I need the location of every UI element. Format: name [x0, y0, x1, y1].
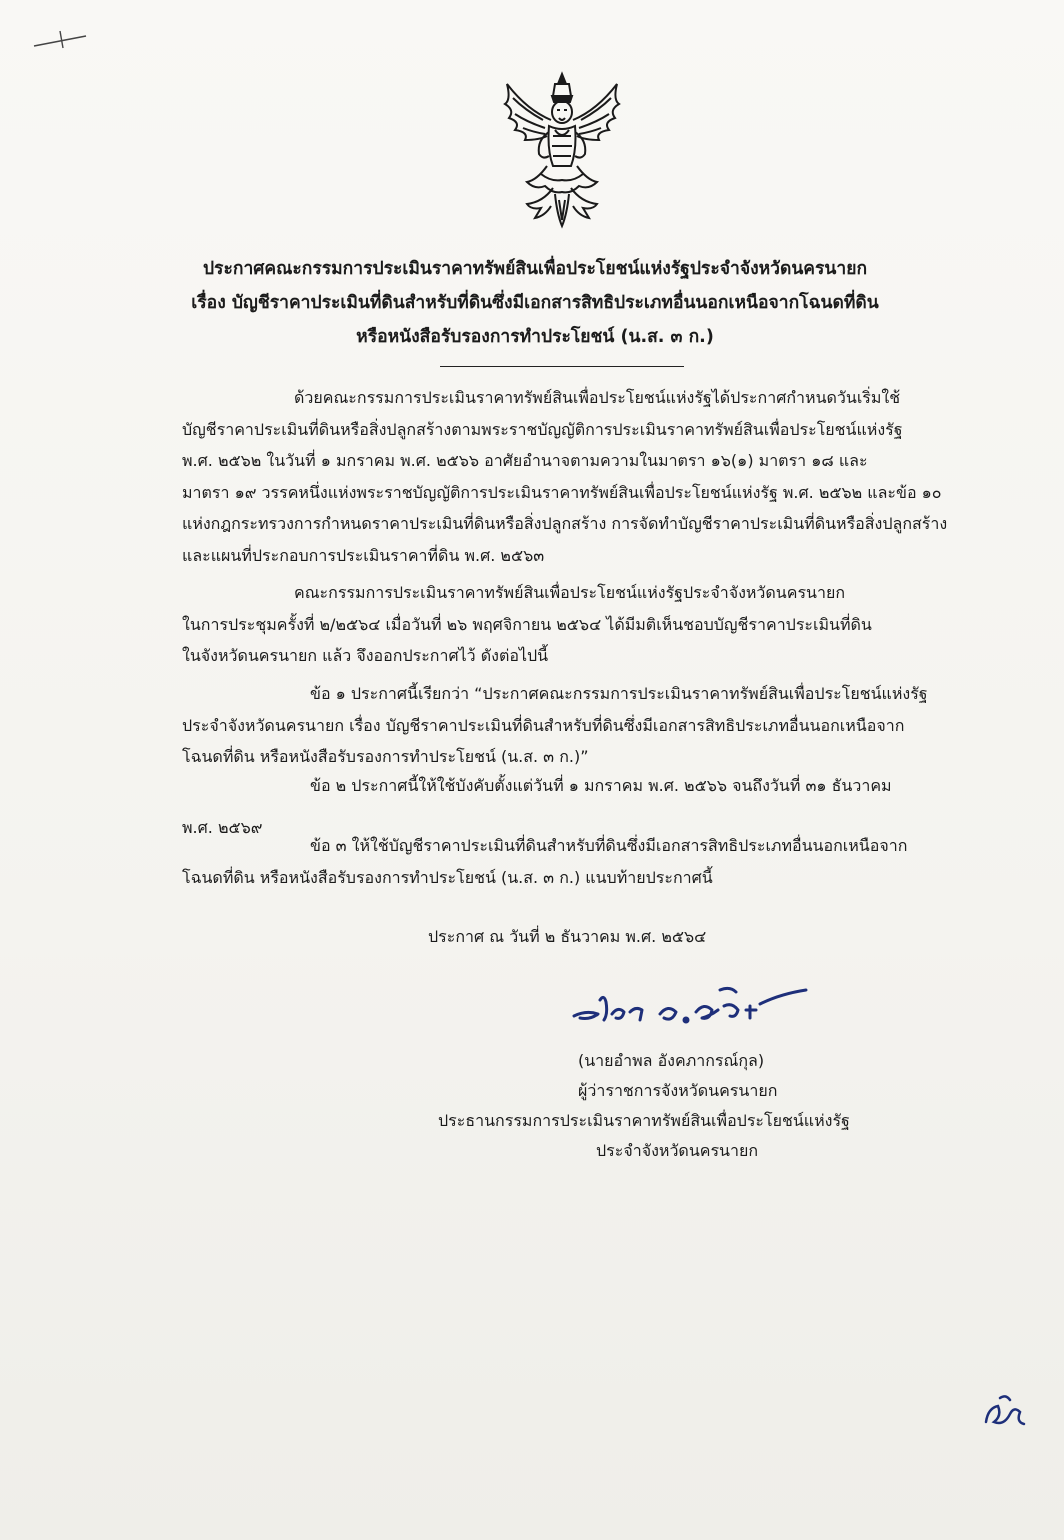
- signatory-position: ผู้ว่าราชการจังหวัดนครนายก: [578, 1081, 778, 1100]
- signatory-block: [420, 1046, 920, 1166]
- handwritten-signature: [560, 980, 820, 1044]
- paragraph-line: และแผนที่ประกอบการประเมินราคาที่ดิน พ.ศ. ๒๕๖๓: [182, 545, 545, 565]
- paragraph-line: ประจำจังหวัดนครนายก เรื่อง บัญชีราคาประเมินที่ดินสำหรับที่ดินซึ่งมีเอกสารสิทธิประเภทอื่นนอกเหนือจาก: [182, 715, 905, 735]
- handwritten-initial: [980, 1392, 1030, 1432]
- title-line-2: เรื่อง บัญชีราคาประเมินที่ดินสำหรับที่ดินซึ่งมีเอกสารสิทธิประเภทอื่นนอกเหนือจากโฉนดที่ดิน: [191, 293, 879, 313]
- paragraph-line: บัญชีราคาประเมินที่ดินหรือสิ่งปลูกสร้างตามพระราชบัญญัติการประเมินราคาทรัพย์สินเพื่อประโยชน์แห่งรัฐ: [182, 419, 903, 439]
- paragraph-line: ข้อ ๑ ประกาศนี้เรียกว่า “ประกาศคณะกรรมการประเมินราคาทรัพย์สินเพื่อประโยชน์แห่งรัฐ: [310, 684, 928, 703]
- paragraph-line: โฉนดที่ดิน หรือหนังสือรับรองการทำประโยชน์ (น.ส. ๓ ก.)”: [182, 747, 589, 766]
- garuda-emblem: [497, 70, 627, 230]
- pen-mark: [30, 28, 90, 52]
- paragraph-line: แห่งกฎกระทรวงการกำหนดราคาประเมินที่ดินหรือสิ่งปลูกสร้าง การจัดทำบัญชีราคาประเมินที่ดินหรือสิ่งปลูกสร้าง: [182, 514, 948, 533]
- paragraph-line: คณะกรรมการประเมินราคาทรัพย์สินเพื่อประโยชน์แห่งรัฐประจำจังหวัดนครนายก: [294, 583, 846, 602]
- paragraph-line: พ.ศ. ๒๕๖๒ ในวันที่ ๑ มกราคม พ.ศ. ๒๕๖๖ อาศัยอำนาจตามความในมาตรา ๑๖(๑) มาตรา ๑๘ และ: [182, 451, 868, 470]
- title-line-3: หรือหนังสือรับรองการทำประโยชน์ (น.ส. ๓ ก.): [356, 327, 714, 347]
- signatory-name: (นายอำพล อังคภากรณ์กุล): [578, 1051, 765, 1070]
- announcement-title: [150, 252, 920, 354]
- paragraph-committee: [182, 577, 980, 672]
- clause-1: [182, 678, 980, 773]
- title-divider: [440, 366, 684, 367]
- clause-3: [182, 830, 980, 893]
- signatory-position: ประธานกรรมการประเมินราคาทรัพย์สินเพื่อประโยชน์แห่งรัฐ: [438, 1111, 850, 1130]
- title-line-1: ประกาศคณะกรรมการประเมินราคาทรัพย์สินเพื่อประโยชน์แห่งรัฐประจำจังหวัดนครนายก: [202, 259, 868, 279]
- paragraph-line: ข้อ ๒ ประกาศนี้ให้ใช้บังคับตั้งแต่วันที่ ๑ มกราคม พ.ศ. ๒๕๖๖ จนถึงวันที่ ๓๑ ธันวาคม: [310, 776, 892, 795]
- paragraph-line: ในการประชุมครั้งที่ ๒/๒๕๖๔ เมื่อวันที่ ๒๖ พฤศจิกายน ๒๕๖๔ ได้มีมติเห็นชอบบัญชีราคาประเมินที่ดิน: [182, 614, 872, 634]
- paragraph-line: ในจังหวัดนครนายก แล้ว จึงออกประกาศไว้ ดังต่อไปนี้: [182, 646, 549, 665]
- paragraph-preamble: [182, 382, 980, 571]
- paragraph-line: ข้อ ๓ ให้ใช้บัญชีราคาประเมินที่ดินสำหรับที่ดินซึ่งมีเอกสารสิทธิประเภทอื่นนอกเหนือจาก: [310, 836, 908, 855]
- paragraph-line: พ.ศ. ๒๕๖๙: [182, 817, 263, 837]
- paragraph-line: มาตรา ๑๙ วรรคหนึ่งแห่งพระราชบัญญัติการประเมินราคาทรัพย์สินเพื่อประโยชน์แห่งรัฐ พ.ศ. ๒๕๖๒ และข้อ ๑๐: [182, 482, 942, 502]
- paragraph-line: ด้วยคณะกรรมการประเมินราคาทรัพย์สินเพื่อประโยชน์แห่งรัฐได้ประกาศกำหนดวันเริ่มใช้: [294, 388, 901, 407]
- paragraph-line: โฉนดที่ดิน หรือหนังสือรับรองการทำประโยชน์ (น.ส. ๓ ก.) แนบท้ายประกาศนี้: [182, 867, 713, 887]
- signatory-position: ประจำจังหวัดนครนายก: [596, 1141, 759, 1160]
- proclamation-date: ประกาศ ณ วันที่ ๒ ธันวาคม พ.ศ. ๒๕๖๔: [428, 927, 707, 946]
